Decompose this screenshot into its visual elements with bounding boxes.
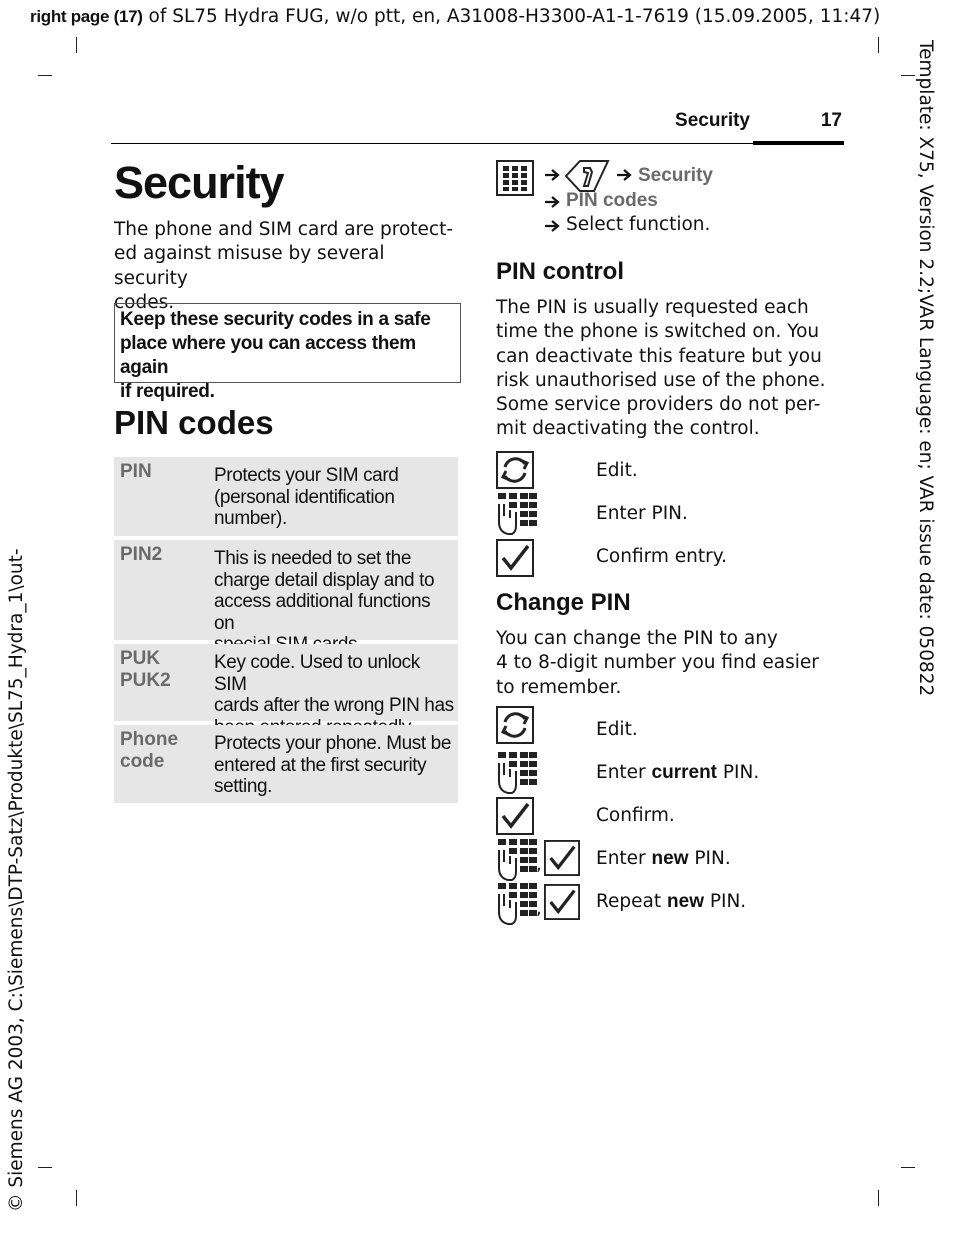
keypad-confirm-icons — [496, 838, 586, 878]
step-text-part: Enter — [596, 762, 652, 783]
code-term: PUK PUK2 — [120, 648, 171, 691]
edit-sync-icon — [496, 706, 536, 746]
checkmark-icon — [496, 539, 536, 579]
step-edit: Edit. — [596, 460, 638, 481]
step-edit: Edit. — [596, 719, 638, 740]
desc-line: charge detail display and to — [214, 569, 435, 591]
crop-mark — [878, 37, 879, 53]
step-text-part: PIN. — [717, 762, 760, 783]
keypad-hand-icon — [496, 751, 536, 791]
step-enter-pin: Enter PIN. — [596, 503, 688, 524]
crop-mark — [76, 1190, 77, 1206]
para-line: mit deactivating the control. — [496, 418, 760, 440]
page-title: Security — [114, 157, 284, 208]
note-line: if required. — [120, 381, 215, 402]
note-text — [120, 308, 460, 404]
para-line: Some service providers do not per- — [496, 394, 821, 416]
step-confirm: Confirm. — [596, 805, 675, 826]
page-number: 17 — [820, 110, 842, 131]
menu-path — [496, 160, 846, 240]
comma-separator: , — [536, 854, 542, 875]
menu-path-pin-codes: PIN codes — [566, 190, 658, 211]
step-text-emphasis: current — [651, 762, 718, 783]
para-line: You can change the PIN to any — [496, 628, 778, 649]
crop-mark — [901, 75, 915, 76]
note-box — [114, 303, 461, 402]
print-info-page: right page (17) — [30, 7, 143, 26]
para-line: time the phone is switched on. You — [496, 321, 820, 343]
code-term: PIN2 — [120, 544, 163, 565]
header-rule-accent — [753, 141, 844, 145]
desc-line: entered at the first security — [214, 754, 427, 776]
step-text-part: Enter — [596, 848, 652, 869]
crop-mark — [38, 75, 52, 76]
arrow-right-icon — [544, 193, 562, 211]
desc-line: access additional functions on — [214, 591, 431, 634]
step-confirm-entry: Confirm entry. — [596, 546, 727, 567]
codes-table — [114, 457, 458, 807]
change-pin-heading: Change PIN — [496, 589, 631, 616]
para-line: can deactivate this feature but you — [496, 345, 822, 367]
step-enter-new-pin — [596, 848, 731, 870]
step-enter-current-pin — [596, 762, 759, 784]
keypad-confirm-icons — [496, 882, 586, 922]
table-row — [114, 540, 458, 640]
intro-line: ed against misuse by several security — [114, 243, 385, 289]
menu-path-security: Security — [638, 165, 713, 186]
para-line: risk unauthorised use of the phone. — [496, 369, 826, 391]
template-info: Template: X75, Version 2.2;VAR Language: en; VAR issue date: 050822 — [915, 40, 936, 697]
menu-path-select-function: Select function. — [566, 214, 711, 235]
note-line: place where you can access them again — [120, 333, 416, 378]
desc-line: cards after the wrong PIN has — [214, 695, 454, 716]
intro-paragraph — [114, 218, 464, 315]
table-row — [114, 457, 458, 536]
desc-line: This is needed to set the — [214, 548, 412, 569]
copyright-path: © Siemens AG 2003, C:\Siemens\DTP-Satz\Produkte\SL75_Hydra_1\out- — [6, 548, 27, 1212]
pin-control-heading: PIN control — [496, 258, 625, 285]
change-pin-paragraph — [496, 627, 846, 700]
checkmark-icon — [544, 884, 580, 920]
arrow-right-icon — [544, 166, 562, 184]
arrow-right-icon — [544, 217, 562, 235]
step-repeat-new-pin — [596, 891, 746, 913]
desc-line: number). — [214, 508, 287, 529]
edit-sync-icon — [496, 451, 536, 491]
keypad-hand-icon — [496, 492, 536, 532]
print-info-line — [30, 6, 930, 27]
intro-line: The phone and SIM card are protect- — [114, 219, 453, 240]
checkmark-icon — [544, 840, 580, 876]
crop-mark — [76, 37, 77, 53]
intro-line: codes. — [114, 291, 175, 313]
keypad-hand-icon — [496, 838, 538, 882]
header-rule — [111, 143, 844, 144]
pin-codes-heading: PIN codes — [114, 404, 274, 441]
desc-line: Protects your SIM card — [214, 465, 399, 486]
checkmark-icon — [496, 797, 536, 837]
step-text-part: PIN. — [688, 848, 731, 869]
print-info-details: of SL75 Hydra FUG, w/o ptt, en, A31008-H3300-A1-1-7619 (15.09.2005, 11:47) — [142, 6, 881, 27]
note-line: Keep these security codes in a safe — [120, 309, 431, 330]
keypad-hand-icon — [496, 882, 538, 926]
code-description — [214, 733, 454, 798]
crop-mark — [878, 1190, 879, 1206]
para-line: The PIN is usually requested each — [496, 297, 809, 318]
table-row — [114, 644, 458, 721]
para-line: to remember. — [496, 676, 622, 698]
table-row — [114, 725, 458, 803]
code-term: PIN — [120, 461, 152, 482]
running-header-section: Security — [675, 110, 750, 131]
step-text-part: Repeat — [596, 891, 668, 912]
comma-separator: , — [536, 898, 542, 919]
arrow-right-icon — [616, 166, 634, 184]
menu-grid-icon — [496, 160, 534, 196]
step-text-emphasis: new — [651, 848, 689, 869]
code-description — [214, 548, 454, 656]
crop-mark — [38, 1167, 52, 1168]
pin-control-paragraph — [496, 296, 846, 442]
desc-line: Protects your phone. Must be — [214, 733, 451, 754]
settings-wrench-icon — [564, 158, 610, 194]
crop-mark — [901, 1167, 915, 1168]
para-line: 4 to 8-digit number you find easier — [496, 652, 819, 674]
code-term: Phone code — [120, 729, 179, 772]
step-text-part: PIN. — [703, 891, 747, 912]
desc-line: (personal identification — [214, 486, 395, 508]
code-description — [214, 465, 454, 530]
desc-line: setting. — [214, 776, 273, 797]
step-text-emphasis: new — [667, 891, 704, 912]
desc-line: Key code. Used to unlock SIM — [214, 652, 420, 695]
